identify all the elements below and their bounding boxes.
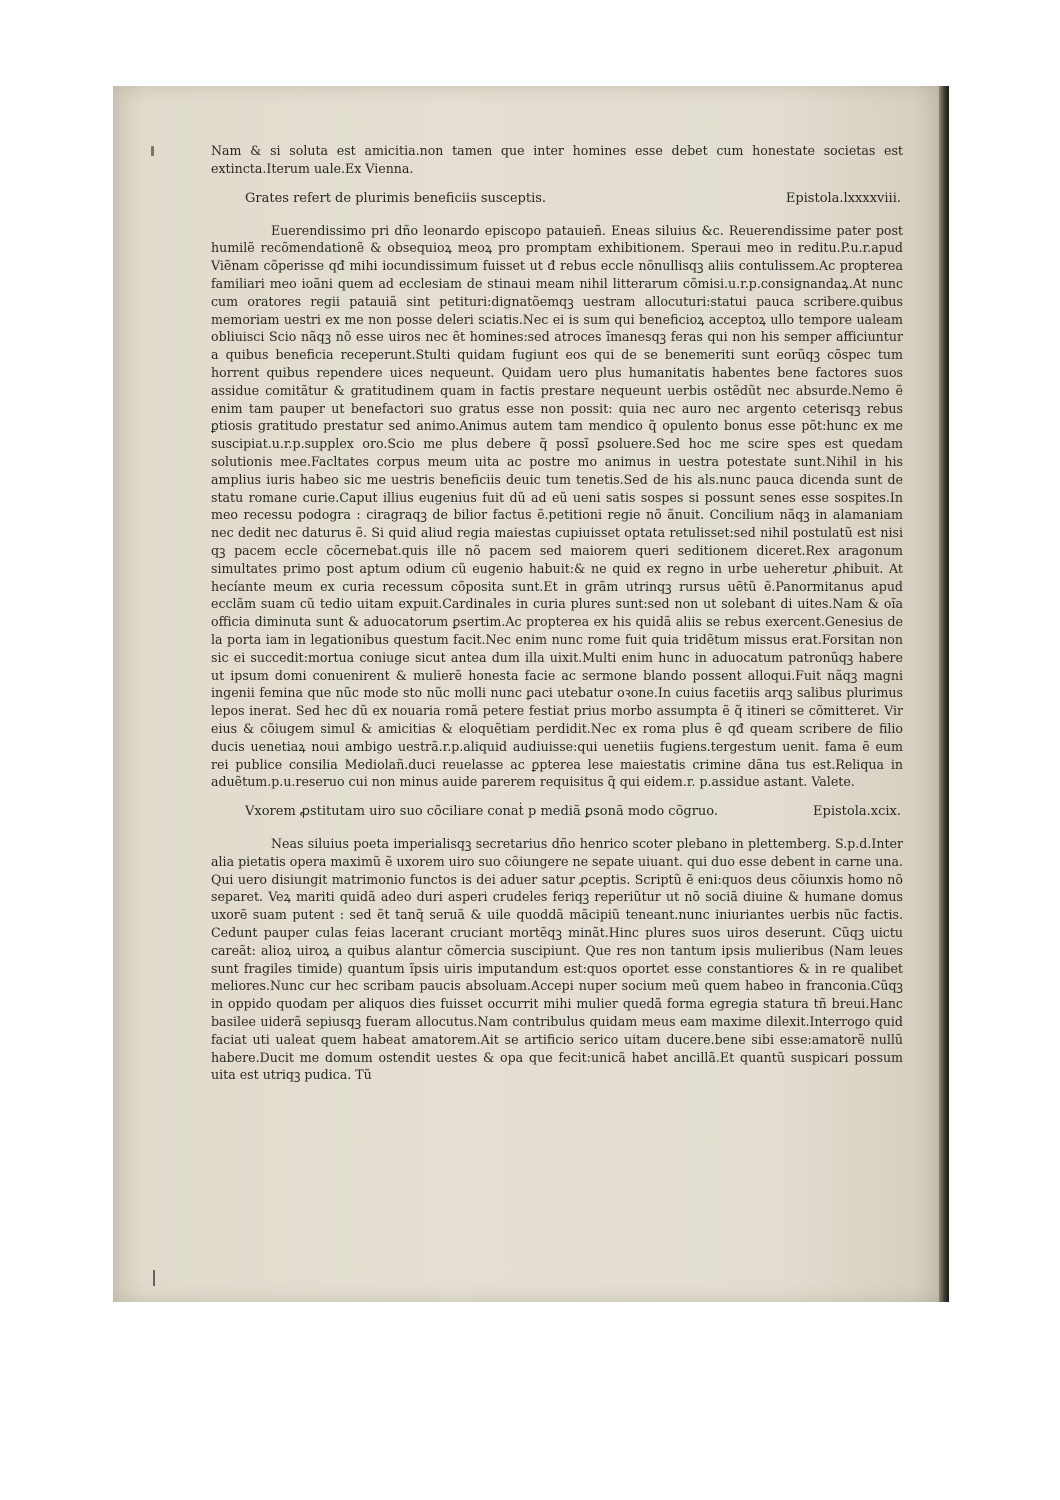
letter-heading-number: Epistola.lxxxxviii. — [785, 190, 901, 206]
scanned-page — [113, 86, 949, 1302]
bottom-margin-mark — [153, 1270, 155, 1286]
letter-body: Euerendissimo pri dño leonardo episcopo patauieñ. Eneas siluius &c. Reuerendissime pater post humilẽ recõmendationẽ & obsequioꝝ meoꝝ pro promptam exhibitionem. Speraui meo in reditu.P.u.r.apud Viẽnam cõperisse qđ mihi iocundissimum fuisset ut đ rebus eccle nõnullisqꝫ aliis contulissem.Ac propterea familiari meo ioãni quem ad ecclesiam de stinaui meam nihil litterarum cõmisi.u.r.p.consignandaꝝ.At nunc cum oratores regii patauiã sint petituri:dignatõemqꝫ uestram allocuturi:statui pauca scribere.quibus memoriam uestri ex me non posse deleri sciatis.Nec ei is sum qui beneficioꝝ acceptoꝝ ullo tempore ualeam obliuisci Scio nãqꝫ nõ esse uiros nec ẽt homines:sed atroces ĩmanesqꝫ feras qui non his semper afficiuntur a quibus beneficia receperunt.Stulti quidam fugiunt eos qui de se benemeriti sunt eorũqꝫ cõspec tum horrent quibus rependere uices nequeunt. Quidam uero plus humanitatis habentes bene factores suos assidue comitãtur & gratitudinem quam in factis prestare nequeunt uerbis ostẽdũt nec absurde.Nemo ẽ enim tam pauper ut benefactori suo gratus esse non possit: quia nec auro nec argento ceterisqꝫ rebus ꝑtiosis gratitudo prestatur sed animo.Animus autem tam mendico q̃ opulento bonus esse põt:hunc ex me suscipiat.u.r.p.supplex oro.Scio me plus debere q̃ possĩ ꝑsoluere.Sed hoc me scire spes est quedam solutionis mee.Facltates corpus meum uita ac postre mo animus in uestra potestate sunt.Nihil in his amplius iuris habeo sic me uestris beneficiis deuic tum tenetis.Sed de his als.nunc pauca dicenda sunt de statu romane curie.Caput illius eugenius fuit dũ ad eũ ueni satis sospes si possunt senes esse sospites.In meo recessu podogra : ciragraqꝫ de bilior factus ẽ.petitioni regie nõ ãnuit. Concilium nãqꝫ in alamaniam nec dedit nec daturus ẽ. Si quid aliud regia maiestas cupiuisset optata retulisset:sed nihil postulatũ est nisi qꝫ pacem eccle cõcernebat.quis ille nõ pacem sed maiorem queri seditionem diceret.Rex aragonum simultates primo post aptum odium cũ eugenio habuit:& ne quid ex regno in urbe ueheretur ꝓhibuit. At hecíante meum ex curia recessum cõposita sunt.Et in grãm utrinqꝫ rursus uẽtũ ẽ.Panormitanus apud ecclãm suam cũ tedio uitam expuit.Cardinales in curia plures sunt:sed non ut solebant di uites.Nam & oĩa officia diminuta sunt & aduocatorum ꝑsertim.Ac propterea ex his quidã aliis se rebus exercent.Genesius de la porta iam in legationibus questum facit.Nec enim nunc rome fuit quia tridẽtum missus erat.Forsitan non sic ei succedit:mortua coniuge sicut antea dum illa uixit.Multi enim hunc in aduocatum patronũqꝫ habere ut ipsum domi conuenirent & mulierẽ honesta facie ac sermone blando possent alloqui.Fuit nãqꝫ magni ingenii femina que nũc mode sto nũc molli nunc ꝑaci utebatur oꝛone.In cuius facetiis arqꝫ salibus plurimus lepos inerat. Sed hec dũ ex nouaria romã petere festiat prius morbo assumpta ẽ q̃ itineri se cõmitteret. Vir eius & cõiugem simul & amicitias & eloquẽtiam perdidit.Nec ex roma plus ẽ qđ queam scribere de filio ducis uenetiaꝝ noui ambigo uestrã.r.p.aliquid audiuisse:qui uenetiis fugiens.tergestum uenit. fama ẽ eum rei publice consilia Mediolañ.duci reuelasse ac ꝑpterea lese maiestatis crimine dãna tus est.Reliqua in aduẽtum.p.u.reseruo cui non minus auide parerem requisitus q̃ qui eidem.r. p.assidue astant. Valete. — [211, 222, 903, 790]
letter-heading-title: Grates refert de plurimis beneficiis susceptis. — [245, 190, 547, 206]
letter-heading — [211, 190, 903, 208]
intro-paragraph: Nam & si soluta est amicitia.non tamen que inter homines esse debet cum honestate societas est extincta.Iterum uale.Ex Vienna. — [211, 143, 903, 176]
letter-heading — [211, 803, 903, 821]
book-spine-edge — [939, 86, 949, 1302]
letter-body: Neas siluius poeta imperialisqꝫ secretarius dño henrico scoter plebano in plettemberg. S.p.d.Inter alia pietatis opera maximũ ẽ uxorem uiro suo cõiungere ne sepate uiuant. qui duo esse debent in carne una. Qui uero disiungit matrimonio functos is dei aduer satur ꝓceptis. Scriptũ ẽ eni:quos deus cõiunxis homo nõ separet. Veꝝ mariti quidã adeo duri asperi crudeles feriqꝫ reperiũtur ut nõ sociã diuine & humane domus uxorẽ suam putent : sed ẽt tanq̃ seruã & uile quoddã mãcipiũ teneant.nunc iniuriantes uerbis nũc factis. Cedunt pauper culas feias lacerant cruciant mortẽqꝫ minãt.Hinc plures suos uiros deserunt. Cũqꝫ uictu careãt: alioꝝ uiroꝝ a quibus alantur cõmercia suscipiunt. Que res non tantum ipsis mulieribus (Nam leues sunt fragiles timide) quantum ĩpsis uiris imputandum est:quos oportet esse constantiores & in re qualibet meliores.Nunc cur hec scribam paucis absoluam.Accepi nuper socium meũ quem habeo in franconia.Cũqꝫ in oppido quodam per aliquos dies fuisset occurrit mihi mulier quedã forma egregia statura tñ breui.Hanc basilee uiderã sepiusqꝫ fueram allocutus.Nam contribulus quidam meus eam maxime dilexit.Interrogo quid faciat uti ualeat quem habeat amatorem.Ait se artificio serico uitam ducere.bene sibi esse:amatorẽ nullũ habere.Ducit me domum ostendit uestes & opa que fecit:unicã habet ancillã.Et quantũ suspicari possum uita est utriqꝫ pudica. Tũ — [211, 836, 903, 1083]
margin-mark — [151, 146, 154, 156]
letter-heading-title: Vxorem ꝓstitutam uiro suo cõciliare conaṫ p mediã ꝑsonã modo cõgruo. — [245, 804, 719, 820]
printed-text-block — [211, 142, 903, 1084]
letter-heading-number: Epistola.xcix. — [813, 804, 901, 820]
